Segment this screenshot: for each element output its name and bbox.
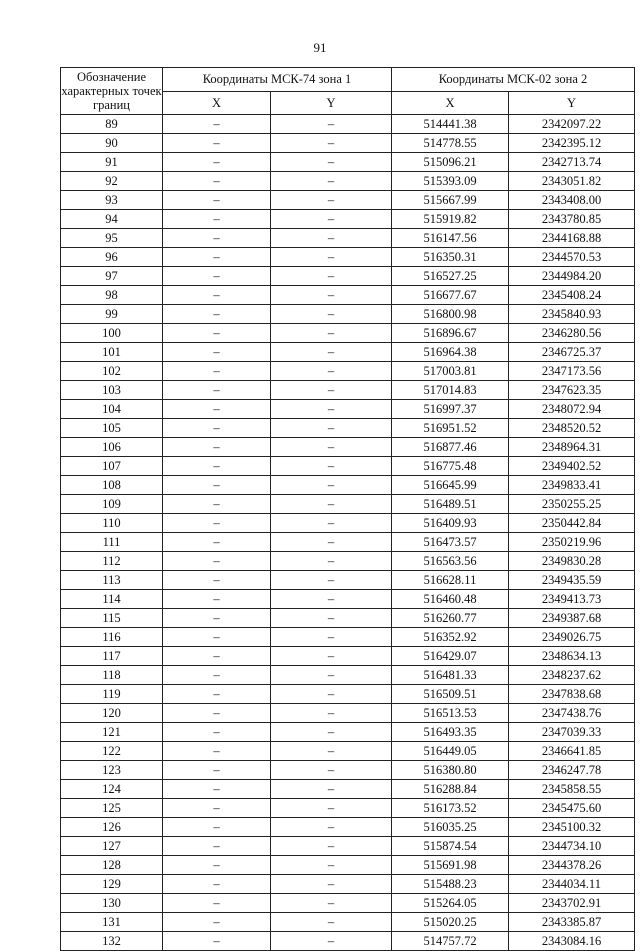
msk74-y-cell: – [271,495,392,514]
header-point-designation: Обозначение характерных точек границ [61,68,163,115]
table-row [61,590,635,609]
msk74-y-cell: – [271,913,392,932]
msk74-y-cell: – [271,286,392,305]
msk74-x-cell: – [163,362,271,381]
table-row [61,647,635,666]
point-id-cell: 122 [61,742,163,761]
msk74-y-cell: – [271,552,392,571]
msk74-x-cell: – [163,533,271,552]
msk02-x-cell: 516489.51 [392,495,509,514]
table-row [61,400,635,419]
header-msk02-y: Y [509,92,635,115]
header-msk74-x: X [163,92,271,115]
msk74-y-cell: – [271,932,392,951]
table-row [61,552,635,571]
msk02-y-cell: 2345475.60 [509,799,635,818]
table-row [61,875,635,894]
point-id-cell: 105 [61,419,163,438]
msk02-x-cell: 516493.35 [392,723,509,742]
msk02-x-cell: 516877.46 [392,438,509,457]
msk74-y-cell: – [271,419,392,438]
point-id-cell: 129 [61,875,163,894]
msk74-x-cell: – [163,343,271,362]
table-row [61,419,635,438]
msk02-y-cell: 2349387.68 [509,609,635,628]
msk02-x-cell: 516409.93 [392,514,509,533]
msk02-y-cell: 2343408.00 [509,191,635,210]
point-id-cell: 119 [61,685,163,704]
point-id-cell: 115 [61,609,163,628]
msk74-x-cell: – [163,191,271,210]
msk02-x-cell: 515020.25 [392,913,509,932]
table-row [61,381,635,400]
table-row [61,457,635,476]
point-id-cell: 109 [61,495,163,514]
msk74-y-cell: – [271,381,392,400]
msk02-x-cell: 516352.92 [392,628,509,647]
msk74-x-cell: – [163,381,271,400]
msk02-x-cell: 516628.11 [392,571,509,590]
point-id-cell: 104 [61,400,163,419]
msk74-y-cell: – [271,457,392,476]
msk74-x-cell: – [163,932,271,951]
msk02-y-cell: 2348634.13 [509,647,635,666]
msk74-x-cell: – [163,799,271,818]
msk74-x-cell: – [163,913,271,932]
msk02-y-cell: 2350219.96 [509,533,635,552]
point-id-cell: 89 [61,115,163,134]
table-row [61,305,635,324]
msk02-y-cell: 2344378.26 [509,856,635,875]
table-row [61,609,635,628]
msk74-x-cell: – [163,894,271,913]
msk74-y-cell: – [271,248,392,267]
msk02-x-cell: 516563.56 [392,552,509,571]
table-row [61,837,635,856]
point-id-cell: 114 [61,590,163,609]
msk02-x-cell: 516260.77 [392,609,509,628]
msk74-x-cell: – [163,685,271,704]
point-id-cell: 111 [61,533,163,552]
msk02-x-cell: 516449.05 [392,742,509,761]
point-id-cell: 102 [61,362,163,381]
table-body [61,115,635,951]
point-id-cell: 113 [61,571,163,590]
point-id-cell: 112 [61,552,163,571]
msk02-y-cell: 2349413.73 [509,590,635,609]
point-id-cell: 97 [61,267,163,286]
msk74-x-cell: – [163,875,271,894]
msk74-x-cell: – [163,457,271,476]
point-id-cell: 126 [61,818,163,837]
msk74-y-cell: – [271,799,392,818]
msk74-y-cell: – [271,115,392,134]
msk02-x-cell: 516951.52 [392,419,509,438]
msk02-x-cell: 516481.33 [392,666,509,685]
point-id-cell: 131 [61,913,163,932]
msk02-x-cell: 515264.05 [392,894,509,913]
msk74-x-cell: – [163,837,271,856]
msk74-y-cell: – [271,153,392,172]
msk02-x-cell: 516800.98 [392,305,509,324]
header-msk74-y: Y [271,92,392,115]
point-id-cell: 101 [61,343,163,362]
msk74-y-cell: – [271,761,392,780]
msk74-y-cell: – [271,723,392,742]
table-row [61,723,635,742]
msk02-y-cell: 2349833.41 [509,476,635,495]
point-id-cell: 95 [61,229,163,248]
point-id-cell: 107 [61,457,163,476]
msk74-y-cell: – [271,438,392,457]
msk74-x-cell: – [163,476,271,495]
msk74-x-cell: – [163,324,271,343]
point-id-cell: 124 [61,780,163,799]
msk02-x-cell: 516527.25 [392,267,509,286]
msk02-y-cell: 2342097.22 [509,115,635,134]
msk74-y-cell: – [271,324,392,343]
table-row [61,343,635,362]
msk02-x-cell: 516509.51 [392,685,509,704]
msk74-y-cell: – [271,400,392,419]
point-id-cell: 110 [61,514,163,533]
msk74-x-cell: – [163,229,271,248]
msk02-x-cell: 515919.82 [392,210,509,229]
msk02-x-cell: 516380.80 [392,761,509,780]
msk02-y-cell: 2347438.76 [509,704,635,723]
point-id-cell: 132 [61,932,163,951]
msk02-y-cell: 2349830.28 [509,552,635,571]
point-id-cell: 125 [61,799,163,818]
msk02-y-cell: 2346641.85 [509,742,635,761]
header-msk74: Координаты МСК-74 зона 1 [163,68,392,92]
table-row [61,115,635,134]
msk02-y-cell: 2345840.93 [509,305,635,324]
table-row [61,324,635,343]
table-row [61,799,635,818]
table-row [61,134,635,153]
msk02-y-cell: 2343780.85 [509,210,635,229]
table-row [61,932,635,951]
msk02-y-cell: 2342395.12 [509,134,635,153]
table-row [61,685,635,704]
table-row [61,476,635,495]
msk74-y-cell: – [271,647,392,666]
table-row [61,780,635,799]
msk02-y-cell: 2346280.56 [509,324,635,343]
msk02-x-cell: 515096.21 [392,153,509,172]
msk02-y-cell: 2346725.37 [509,343,635,362]
point-id-cell: 100 [61,324,163,343]
msk74-y-cell: – [271,305,392,324]
table-row [61,286,635,305]
msk74-x-cell: – [163,571,271,590]
msk74-x-cell: – [163,647,271,666]
msk74-y-cell: – [271,267,392,286]
msk74-y-cell: – [271,894,392,913]
table-row [61,191,635,210]
table-row [61,913,635,932]
point-id-cell: 130 [61,894,163,913]
msk02-x-cell: 517014.83 [392,381,509,400]
header-msk02-x: X [392,92,509,115]
msk02-x-cell: 516288.84 [392,780,509,799]
msk74-y-cell: – [271,476,392,495]
msk02-x-cell: 516473.57 [392,533,509,552]
msk74-y-cell: – [271,875,392,894]
table-row [61,704,635,723]
point-id-cell: 117 [61,647,163,666]
msk74-y-cell: – [271,590,392,609]
msk74-x-cell: – [163,438,271,457]
table-row [61,438,635,457]
msk74-x-cell: – [163,609,271,628]
point-id-cell: 121 [61,723,163,742]
msk74-y-cell: – [271,666,392,685]
msk74-x-cell: – [163,134,271,153]
msk02-x-cell: 514757.72 [392,932,509,951]
msk02-x-cell: 515488.23 [392,875,509,894]
table-row [61,856,635,875]
table-row [61,153,635,172]
msk74-y-cell: – [271,362,392,381]
msk74-y-cell: – [271,685,392,704]
msk02-y-cell: 2347838.68 [509,685,635,704]
msk02-y-cell: 2344734.10 [509,837,635,856]
msk02-x-cell: 516429.07 [392,647,509,666]
msk02-x-cell: 516775.48 [392,457,509,476]
msk02-x-cell: 516645.99 [392,476,509,495]
coordinates-table [60,67,635,951]
point-id-cell: 118 [61,666,163,685]
msk02-y-cell: 2343702.91 [509,894,635,913]
msk74-x-cell: – [163,628,271,647]
msk74-x-cell: – [163,400,271,419]
msk02-x-cell: 516677.67 [392,286,509,305]
msk74-y-cell: – [271,837,392,856]
table-row [61,571,635,590]
msk02-y-cell: 2346247.78 [509,761,635,780]
msk74-y-cell: – [271,514,392,533]
msk74-y-cell: – [271,704,392,723]
table-row [61,210,635,229]
msk74-y-cell: – [271,134,392,153]
table-row [61,362,635,381]
msk74-y-cell: – [271,856,392,875]
table-row [61,533,635,552]
msk74-x-cell: – [163,210,271,229]
msk02-x-cell: 516460.48 [392,590,509,609]
point-id-cell: 128 [61,856,163,875]
msk74-y-cell: – [271,172,392,191]
msk74-y-cell: – [271,742,392,761]
table-row [61,666,635,685]
msk02-y-cell: 2344984.20 [509,267,635,286]
msk74-y-cell: – [271,609,392,628]
point-id-cell: 106 [61,438,163,457]
msk74-x-cell: – [163,115,271,134]
msk02-x-cell: 515667.99 [392,191,509,210]
table-row [61,267,635,286]
table-header [61,68,635,115]
msk74-x-cell: – [163,590,271,609]
msk02-y-cell: 2349402.52 [509,457,635,476]
msk02-y-cell: 2348520.52 [509,419,635,438]
msk74-x-cell: – [163,495,271,514]
msk02-x-cell: 516035.25 [392,818,509,837]
msk74-y-cell: – [271,229,392,248]
msk74-x-cell: – [163,666,271,685]
msk02-x-cell: 514778.55 [392,134,509,153]
msk74-y-cell: – [271,818,392,837]
point-id-cell: 103 [61,381,163,400]
msk74-x-cell: – [163,286,271,305]
msk74-x-cell: – [163,267,271,286]
point-id-cell: 92 [61,172,163,191]
msk02-x-cell: 517003.81 [392,362,509,381]
msk74-x-cell: – [163,172,271,191]
msk74-x-cell: – [163,552,271,571]
msk02-y-cell: 2348237.62 [509,666,635,685]
msk74-x-cell: – [163,723,271,742]
point-id-cell: 127 [61,837,163,856]
msk74-y-cell: – [271,780,392,799]
table-row [61,172,635,191]
table-row [61,495,635,514]
msk02-y-cell: 2347173.56 [509,362,635,381]
page-number: 91 [313,40,327,55]
msk02-x-cell: 516513.53 [392,704,509,723]
table-row [61,514,635,533]
table-row [61,894,635,913]
point-id-cell: 94 [61,210,163,229]
msk02-y-cell: 2344168.88 [509,229,635,248]
msk02-y-cell: 2344570.53 [509,248,635,267]
msk74-x-cell: – [163,704,271,723]
msk02-y-cell: 2348072.94 [509,400,635,419]
point-id-cell: 99 [61,305,163,324]
msk74-y-cell: – [271,533,392,552]
point-id-cell: 120 [61,704,163,723]
msk02-y-cell: 2347623.35 [509,381,635,400]
msk02-x-cell: 514441.38 [392,115,509,134]
point-id-cell: 116 [61,628,163,647]
msk02-y-cell: 2348964.31 [509,438,635,457]
msk02-x-cell: 516173.52 [392,799,509,818]
msk74-y-cell: – [271,628,392,647]
msk02-x-cell: 515691.98 [392,856,509,875]
msk74-x-cell: – [163,305,271,324]
table-row [61,628,635,647]
msk74-y-cell: – [271,343,392,362]
msk02-y-cell: 2344034.11 [509,875,635,894]
msk74-x-cell: – [163,153,271,172]
msk74-x-cell: – [163,856,271,875]
point-id-cell: 96 [61,248,163,267]
point-id-cell: 93 [61,191,163,210]
msk02-y-cell: 2345858.55 [509,780,635,799]
point-id-cell: 90 [61,134,163,153]
table-row [61,761,635,780]
table-row [61,742,635,761]
header-msk02: Координаты МСК-02 зона 2 [392,68,635,92]
msk74-x-cell: – [163,514,271,533]
msk74-x-cell: – [163,761,271,780]
msk02-y-cell: 2345408.24 [509,286,635,305]
table-row [61,229,635,248]
point-id-cell: 123 [61,761,163,780]
msk74-y-cell: – [271,571,392,590]
point-id-cell: 108 [61,476,163,495]
msk74-x-cell: – [163,248,271,267]
msk74-x-cell: – [163,419,271,438]
msk74-x-cell: – [163,742,271,761]
msk02-y-cell: 2342713.74 [509,153,635,172]
msk02-x-cell: 516350.31 [392,248,509,267]
msk02-y-cell: 2347039.33 [509,723,635,742]
point-id-cell: 91 [61,153,163,172]
msk02-y-cell: 2345100.32 [509,818,635,837]
msk02-x-cell: 516896.67 [392,324,509,343]
table-row [61,818,635,837]
table-row [61,248,635,267]
msk02-x-cell: 516997.37 [392,400,509,419]
msk02-y-cell: 2350255.25 [509,495,635,514]
msk02-x-cell: 515874.54 [392,837,509,856]
point-id-cell: 98 [61,286,163,305]
msk74-x-cell: – [163,818,271,837]
msk02-x-cell: 516147.56 [392,229,509,248]
msk74-y-cell: – [271,191,392,210]
msk02-x-cell: 516964.38 [392,343,509,362]
msk74-x-cell: – [163,780,271,799]
msk02-y-cell: 2343084.16 [509,932,635,951]
msk02-y-cell: 2349026.75 [509,628,635,647]
msk74-y-cell: – [271,210,392,229]
msk02-y-cell: 2343051.82 [509,172,635,191]
msk02-x-cell: 515393.09 [392,172,509,191]
msk02-y-cell: 2349435.59 [509,571,635,590]
msk02-y-cell: 2343385.87 [509,913,635,932]
msk02-y-cell: 2350442.84 [509,514,635,533]
